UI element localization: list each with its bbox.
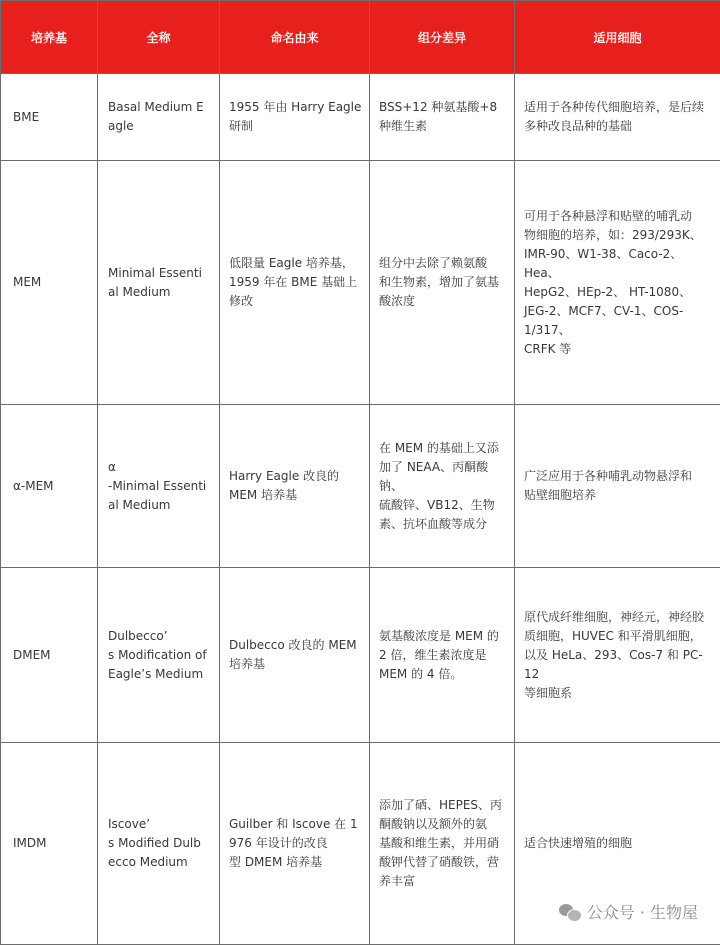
cell-origin: Harry Eagle 改良的 MEM 培养基 (220, 405, 370, 568)
cell-medium: α-MEM (1, 405, 98, 568)
cell-full-name: Minimal Essenti al Medium (98, 161, 220, 405)
table-row (1, 74, 720, 161)
wechat-icon (559, 902, 581, 922)
header-cells: 适用细胞 (515, 1, 720, 74)
cell-medium: DMEM (1, 568, 98, 743)
cell-applicable-cells: 原代成纤维细胞，神经元，神经胶 质细胞，HUVEC 和平滑肌细胞， 以及 HeLa、293、Cos-7 和 PC-12 等细胞系 (515, 568, 720, 743)
cell-difference: 组分中去除了赖氨酸 和生物素，增加了氨基 酸浓度 (370, 161, 515, 405)
cell-applicable-cells: 适合快速增殖的细胞 (515, 743, 720, 945)
cell-origin: Guilber 和 Iscove 在 1 976 年设计的改良 型 DMEM 培养基 (220, 743, 370, 945)
cell-difference: 氨基酸浓度是 MEM 的 2 倍，维生素浓度是 MEM 的 4 倍。 (370, 568, 515, 743)
cell-full-name: α -Minimal Essenti al Medium (98, 405, 220, 568)
cell-medium: MEM (1, 161, 98, 405)
cell-origin: Dulbecco 改良的 MEM 培养基 (220, 568, 370, 743)
watermark (559, 900, 698, 923)
cell-difference: 添加了硒、HEPES、丙 酮酸钠以及额外的氨 基酸和维生素，并用硝 酸钾代替了硝酸铁，营 养丰富 (370, 743, 515, 945)
table-header-row (1, 1, 720, 74)
header-origin: 命名由来 (220, 1, 370, 74)
header-full-name: 全称 (98, 1, 220, 74)
header-medium: 培养基 (1, 1, 98, 74)
watermark-text: 公众号 · 生物屋 (587, 900, 698, 923)
cell-applicable-cells: 广泛应用于各种哺乳动物悬浮和 贴壁细胞培养 (515, 405, 720, 568)
cell-difference: 在 MEM 的基础上又添 加了 NEAA、丙酮酸钠、 硫酸锌、VB12、生物 素、抗坏血酸等成分 (370, 405, 515, 568)
cell-full-name: Dulbecco’ s Modification of Eagle’s Medium (98, 568, 220, 743)
cell-full-name: Basal Medium E agle (98, 74, 220, 161)
table-row (1, 568, 720, 743)
cell-applicable-cells: 适用于各种传代细胞培养，是后续 多种改良品种的基础 (515, 74, 720, 161)
cell-medium: IMDM (1, 743, 98, 945)
cell-full-name: Iscove’ s Modified Dulb ecco Medium (98, 743, 220, 945)
table-row (1, 161, 720, 405)
cell-applicable-cells: 可用于各种悬浮和贴壁的哺乳动 物细胞的培养，如：293/293K、 IMR-90、W1-38、Caco-2、Hea、 HepG2、HEp-2、 HT-1080、 JEG-2、MCF7、CV-1、COS-1/317、 CRFK 等 (515, 161, 720, 405)
cell-origin: 低限量 Eagle 培养基， 1959 年在 BME 基础上 修改 (220, 161, 370, 405)
header-difference: 组分差异 (370, 1, 515, 74)
cell-medium: BME (1, 74, 98, 161)
cell-origin: 1955 年由 Harry Eagle 研制 (220, 74, 370, 161)
cell-difference: BSS+12 种氨基酸+8 种维生素 (370, 74, 515, 161)
table-row (1, 405, 720, 568)
